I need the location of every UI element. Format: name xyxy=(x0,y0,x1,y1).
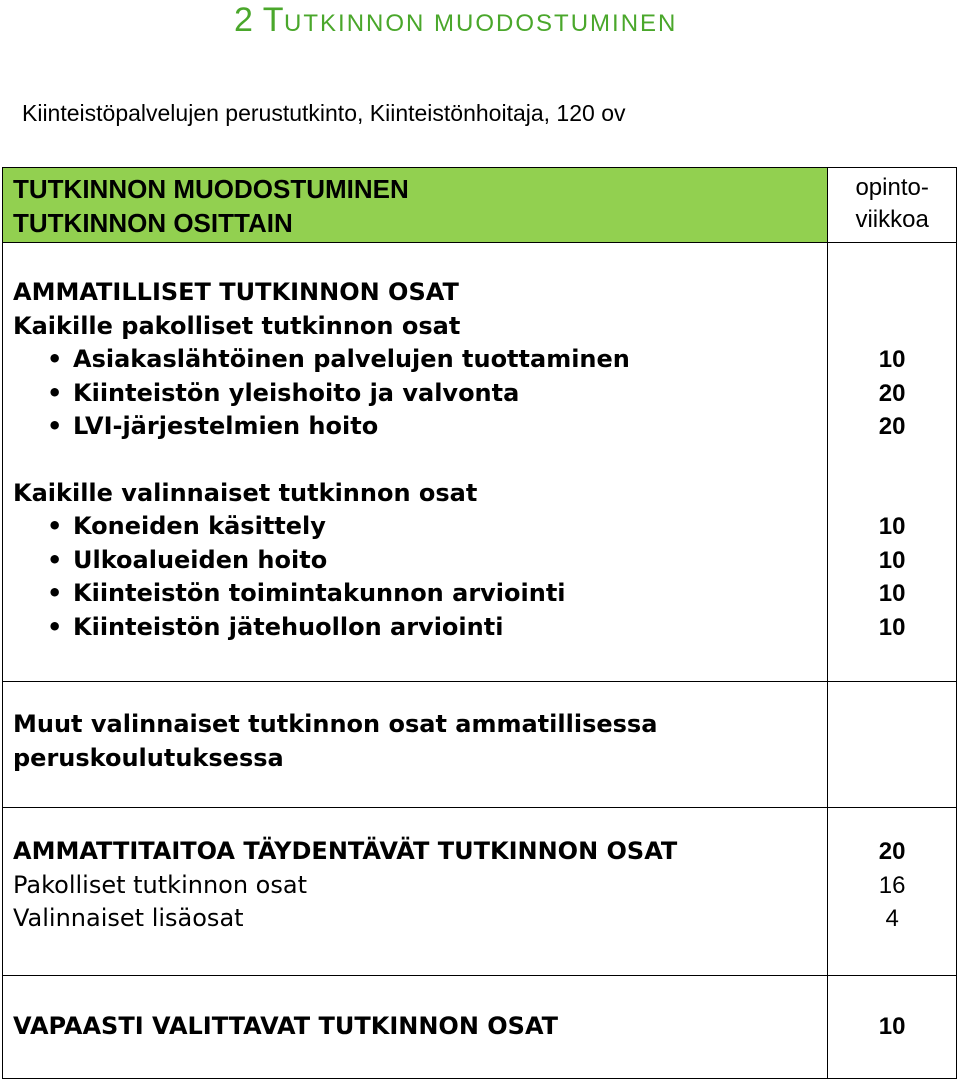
vapaasti-row xyxy=(3,976,957,1079)
table-header-row xyxy=(3,168,957,243)
bullet-icon: • xyxy=(47,545,63,574)
bullet-icon: • xyxy=(47,579,63,607)
ov-value: 10 xyxy=(878,1013,906,1040)
degree-subtitle: Kiinteistöpalvelujen perustutkinto, Kiinteistönhoitaja, 120 ov xyxy=(22,100,626,126)
muut-line2: peruskoulutuksessa xyxy=(13,743,284,772)
bullet-icon: • xyxy=(47,345,63,373)
list-item: • Ulkoalueiden hoito xyxy=(3,544,827,578)
muut-line1: Muut valinnaiset tutkinnon osat ammatillisessa xyxy=(13,710,658,738)
ammatilliset-row xyxy=(3,243,957,682)
ov-value: 10 xyxy=(878,580,906,607)
muut-row xyxy=(3,682,957,808)
list-item: • Kiinteistön toimintakunnon arviointi xyxy=(3,577,827,611)
unit-line2: viikkoa xyxy=(855,206,929,233)
list-item: • Asiakaslähtöinen palvelujen tuottaminen xyxy=(3,343,827,377)
ammattitaitoa-row xyxy=(3,808,957,976)
section-number: 2 xyxy=(234,1,254,39)
ammattitaitoa-title: AMMATTITAITOA TÄYDENTÄVÄT TUTKINNON OSAT xyxy=(13,837,678,865)
ammattitaitoa-pakolliset: Pakolliset tutkinnon osat xyxy=(13,870,307,899)
ov-value: 10 xyxy=(878,613,906,641)
table-header-line2: TUTKINNON OSITTAIN xyxy=(13,208,293,238)
section-heading-rest: UTKINNON MUODOSTUMINEN xyxy=(284,10,678,37)
section-heading xyxy=(234,0,677,40)
ov-value: 20 xyxy=(878,413,906,440)
pakolliset-title: Kaikille pakolliset tutkinnon osat xyxy=(13,311,461,340)
unit-line1: opinto- xyxy=(855,174,929,201)
ov-value: 4 xyxy=(885,905,899,932)
vapaasti-title: VAPAASTI VALITTAVAT TUTKINNON OSAT xyxy=(13,1012,559,1040)
table-header-title xyxy=(3,168,827,242)
list-item: • LVI-järjestelmien hoito xyxy=(3,410,827,444)
bullet-icon: • xyxy=(47,612,63,641)
list-item: • Kiinteistön jätehuollon arviointi xyxy=(3,611,827,645)
ammatilliset-title: AMMATILLISET TUTKINNON OSAT xyxy=(13,278,459,306)
bullet-icon: • xyxy=(47,378,63,407)
ammattitaitoa-valinnaiset: Valinnaiset lisäosat xyxy=(13,904,244,932)
ov-value: 20 xyxy=(878,379,906,407)
table-header-unit xyxy=(828,168,956,242)
ov-value: 20 xyxy=(878,838,906,865)
ov-value: 10 xyxy=(878,513,906,540)
ov-value: 16 xyxy=(878,871,906,899)
ov-value: 10 xyxy=(878,546,906,574)
bullet-icon: • xyxy=(47,512,63,540)
section-heading-first-letter: T xyxy=(262,1,285,39)
ov-value: 10 xyxy=(878,346,906,373)
list-item: • Kiinteistön yleishoito ja valvonta xyxy=(3,377,827,411)
bullet-icon: • xyxy=(47,412,63,440)
composition-table xyxy=(2,167,957,1079)
valinnaiset-title: Kaikille valinnaiset tutkinnon osat xyxy=(13,478,478,507)
table-header-line1: TUTKINNON MUODOSTUMINEN xyxy=(13,174,409,204)
list-item: • Koneiden käsittely xyxy=(3,510,827,544)
